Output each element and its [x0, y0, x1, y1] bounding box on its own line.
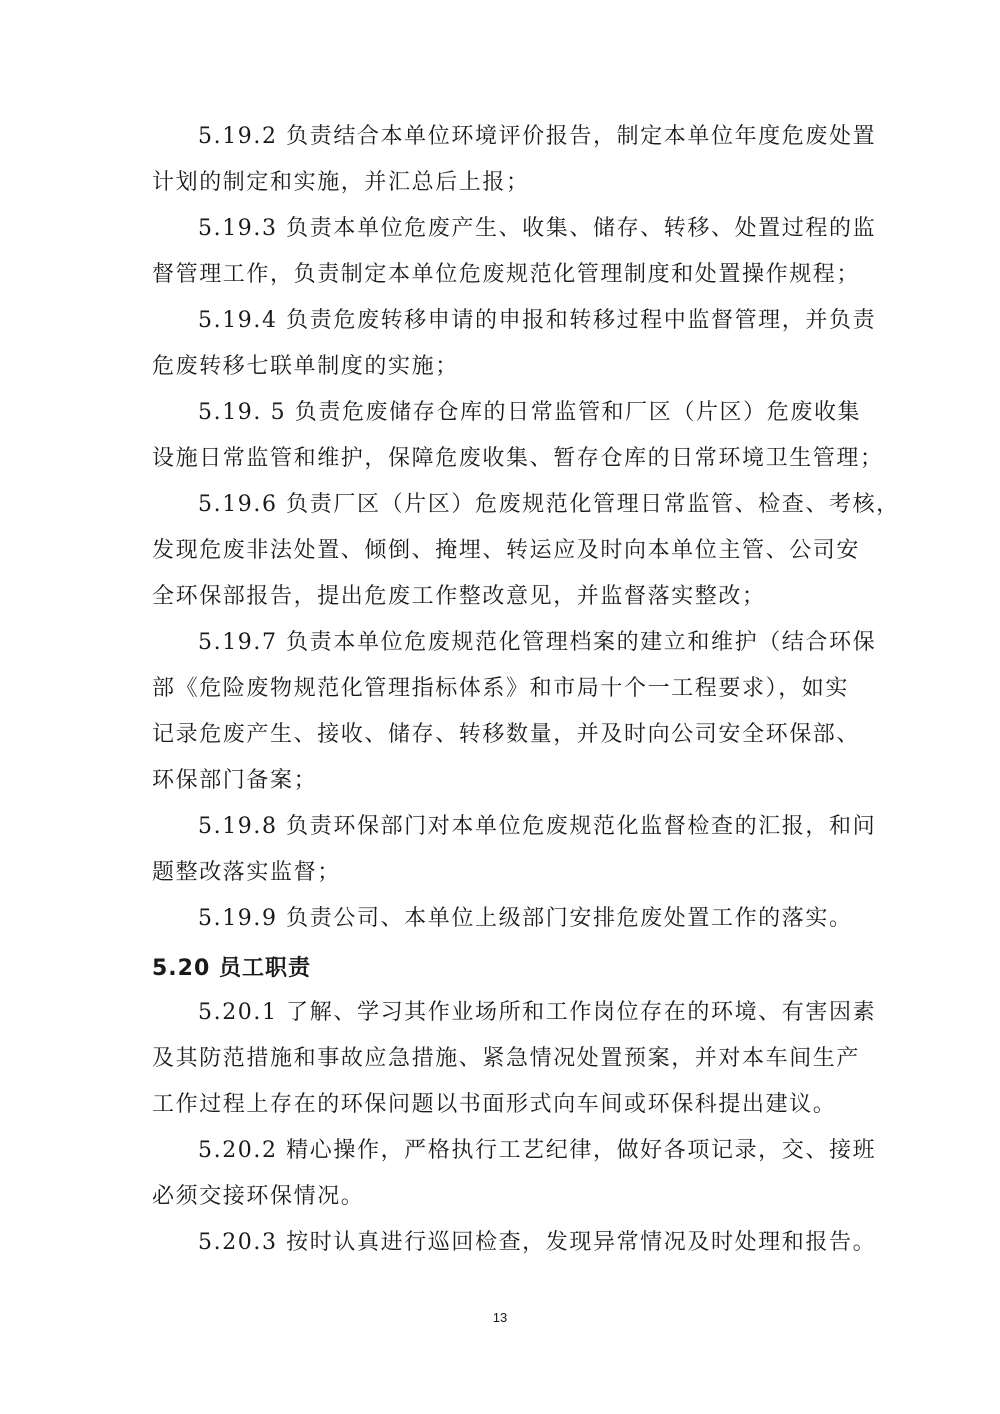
paragraph-line: 全环保部报告，提出危废工作整改意见，并监督落实整改； — [152, 584, 766, 609]
paragraph-line: 5.19.6 负责厂区（片区）危废规范化管理日常监管、检查、考核， — [198, 492, 900, 517]
paragraph-line: 督管理工作，负责制定本单位危废规范化管理制度和处置操作规程； — [152, 262, 861, 287]
paragraph-line: 5.19.9 负责公司、本单位上级部门安排危废处置工作的落实。 — [198, 906, 853, 931]
paragraph-line: 5.19.3 负责本单位危废产生、收集、储存、转移、处置过程的监 — [198, 216, 877, 241]
paragraph-line: 环保部门备案； — [152, 768, 318, 793]
paragraph-line: 5.19. 5 负责危废储存仓库的日常监管和厂区（片区）危废收集 — [198, 400, 862, 425]
paragraph-line: 设施日常监管和维护，保障危废收集、暂存仓库的日常环境卫生管理； — [152, 446, 884, 471]
paragraph-line: 危废转移七联单制度的实施； — [152, 354, 459, 379]
paragraph-line: 5.20.2 精心操作，严格执行工艺纪律，做好各项记录，交、接班 — [198, 1138, 877, 1163]
paragraph-line: 计划的制定和实施，并汇总后上报； — [152, 170, 530, 195]
paragraph-line: 及其防范措施和事故应急措施、紧急情况处置预案，并对本车间生产 — [152, 1046, 861, 1071]
paragraph-line: 部《危险废物规范化管理指标体系》和市局十个一工程要求），如实 — [152, 676, 850, 701]
paragraph-line: 工作过程上存在的环保问题以书面形式向车间或环保科提出建议。 — [152, 1092, 837, 1117]
section-heading: 5.20 员工职责 — [152, 956, 311, 981]
paragraph-line: 题整改落实监督； — [152, 860, 341, 885]
page-number: 13 — [492, 1310, 508, 1325]
paragraph-line: 发现危废非法处置、倾倒、掩埋、转运应及时向本单位主管、公司安 — [152, 538, 861, 563]
paragraph-line: 记录危废产生、接收、储存、转移数量，并及时向公司安全环保部、 — [152, 722, 861, 747]
paragraph-line: 5.19.7 负责本单位危废规范化管理档案的建立和维护（结合环保 — [198, 630, 877, 655]
paragraph-line: 5.19.4 负责危废转移申请的申报和转移过程中监督管理，并负责 — [198, 308, 877, 333]
paragraph-line: 5.19.2 负责结合本单位环境评价报告，制定本单位年度危废处置 — [198, 124, 877, 149]
paragraph-line: 必须交接环保情况。 — [152, 1184, 365, 1209]
paragraph-line: 5.20.3 按时认真进行巡回检查，发现异常情况及时处理和报告。 — [198, 1230, 877, 1255]
paragraph-line: 5.19.8 负责环保部门对本单位危废规范化监督检查的汇报，和问 — [198, 814, 877, 839]
paragraph-line: 5.20.1 了解、学习其作业场所和工作岗位存在的环境、有害因素 — [198, 1000, 877, 1025]
